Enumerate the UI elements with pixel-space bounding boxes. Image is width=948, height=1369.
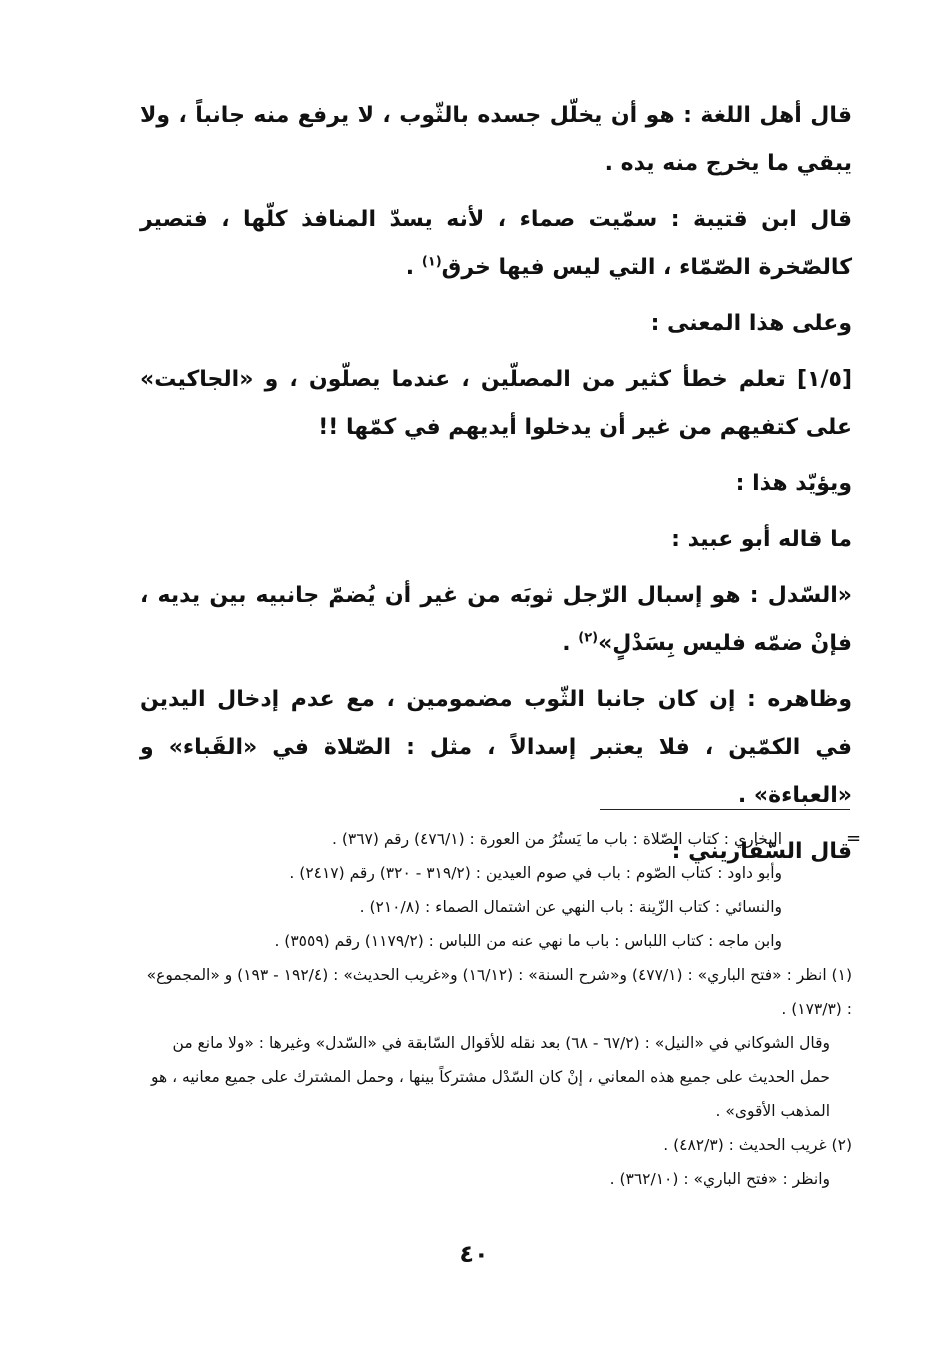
footnotes bbox=[140, 822, 852, 1196]
paragraph-text: ما قاله أبو عبيد : bbox=[671, 527, 852, 552]
paragraph-text: وظاهره : إن كان جانبا الثّوب مضمومين ، مع عدم إدخال اليدين في الكمّين ، فلا يعتبر إسدالاً ، مثل : الصّلاة في «القَباء» و «العباءة» . bbox=[140, 687, 852, 808]
footnote-line: والنسائي : كتاب الزّينة : باب النهي عن اشتمال الصماء : (٢١٠/٨) . bbox=[359, 898, 782, 916]
paragraph bbox=[140, 676, 852, 820]
footnote-line: وانظر : «فتح الباري» : (٣٦٢/١٠) . bbox=[609, 1170, 830, 1188]
paragraph bbox=[140, 356, 852, 452]
footnote-2: (٢) غريب الحديث : (٤٨٢/٣) . bbox=[663, 1136, 852, 1154]
footnote-ref[interactable]: (١) bbox=[421, 254, 442, 270]
paragraph bbox=[140, 300, 852, 348]
paragraph-text: ويؤيّد هذا : bbox=[735, 471, 852, 496]
paragraph bbox=[140, 460, 852, 508]
main-text bbox=[140, 92, 852, 884]
paragraph-text: «السّدل : هو إسبال الرّجل ثوبَه من غير أن يُضمّ جانبيه بين يديه ، فإنْ ضمّه فليس بِسَدْلٍ» bbox=[140, 583, 852, 656]
paragraph-text: قال السّفاريني : bbox=[671, 839, 852, 864]
footnote-line: البخاري : كتاب الصّلاة : باب ما يَستُرُ من العورة : (٤٧٦/١) رقم (٣٦٧) . bbox=[331, 830, 782, 848]
footnote-line: وقال الشوكاني في «النيل» : (٦٧/٢ - ٦٨) بعد نقله للأقوال السّابقة في «السّدل» وغيرها : «ولا مانع من حمل الحديث على جميع هذه المعاني ، إنْ كان السّدْل مشتركاً بينها ، وحمل المشترك على جميع معانيه ، هو المذهب الأقوى» . bbox=[151, 1034, 830, 1120]
paragraph bbox=[140, 572, 852, 668]
footnote-continuation-mark: = bbox=[846, 828, 862, 849]
paragraph-end: . bbox=[562, 631, 579, 656]
paragraph-text: قال أهل اللغة : هو أن يخلّل جسده بالثّوب ، لا يرفع منه جانباً ، ولا يبقي ما يخرج منه يده . bbox=[140, 103, 852, 176]
paragraph bbox=[140, 92, 852, 188]
footnote-ref[interactable]: (٢) bbox=[578, 630, 599, 646]
footnote-1: (١) انظر : «فتح الباري» : (٤٧٧/١) و«شرح السنة» : (١٦/١٢) و«غريب الحديث» : (١٩٢/٤ - ١٩٣) و «المجموع» : (١٧٣/٣) . bbox=[146, 966, 852, 1018]
paragraph-text: [١/٥] تعلم خطأ كثير من المصلّين ، عندما يصلّون ، و «الجاكيت» على كتفيهم من غير أن يدخلوا أيديهم في كمّها !! bbox=[140, 367, 852, 440]
paragraph bbox=[140, 516, 852, 564]
paragraph-text: وعلى هذا المعنى : bbox=[650, 311, 852, 336]
paragraph-text: قال ابن قتيبة : سمّيت صماء ، لأنه يسدّ المنافذ كلّها ، فتصير كالصّخرة الصّمّاء ، التي ليس فيها خرق bbox=[140, 207, 852, 280]
footnote-line: وأبو داود : كتاب الصّوم : باب في صوم العيدين : (٣١٩/٢ - ٣٢٠) رقم (٢٤١٧) . bbox=[289, 864, 782, 882]
page-number: ٤٠ bbox=[459, 1240, 489, 1268]
footnote-line: وابن ماجه : كتاب اللباس : باب ما نهي عنه من اللباس : (١١٧٩/٢) رقم (٣٥٥٩) . bbox=[274, 932, 782, 950]
paragraph-end: . bbox=[405, 255, 422, 280]
paragraph bbox=[140, 196, 852, 292]
footnote-separator bbox=[600, 809, 850, 810]
